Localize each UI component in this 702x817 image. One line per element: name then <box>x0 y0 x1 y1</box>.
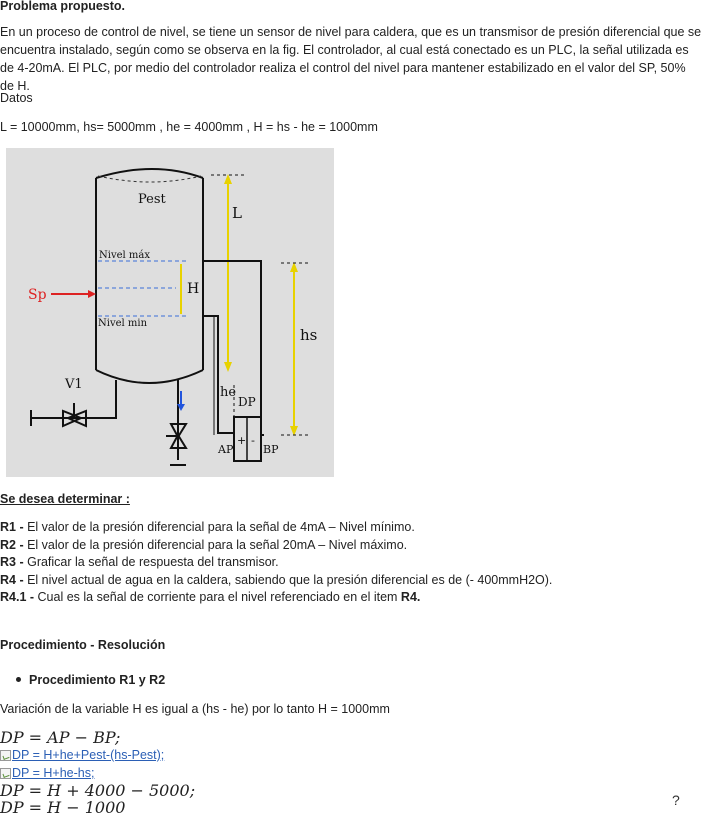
equation-link-2[interactable] <box>0 766 94 780</box>
variacion-text: Variación de la variable H es igual a (hs - he) por lo tanto H = 1000mm <box>0 702 390 716</box>
help-question-mark[interactable]: ? <box>672 792 680 808</box>
requirement-label: R4 - <box>0 572 24 587</box>
requirement-ref: R4. <box>400 590 421 605</box>
label-ap: AP <box>218 443 234 456</box>
requirement-r3 <box>0 554 552 572</box>
label-pest: Pest <box>138 192 166 207</box>
requirement-label: R1 - <box>0 520 24 534</box>
label-hs: hs <box>300 326 318 344</box>
equation-3: DP = H − 1000 <box>0 798 126 817</box>
label-sp: Sp <box>28 287 47 303</box>
label-dp: DP <box>238 395 256 409</box>
datos-values: L = 10000mm, hs= 5000mm , he = 4000mm , H = hs - he = 1000mm <box>0 120 378 134</box>
requirement-text: El valor de la presión diferencial para la señal de 4mA – Nivel mínimo. <box>23 520 415 534</box>
label-h: H <box>187 281 200 297</box>
bullet-item <box>16 671 165 689</box>
label-nivel-max: Nivel máx <box>99 250 150 261</box>
equation-2: DP = H + 4000 − 5000; <box>0 781 196 800</box>
determinar-heading: Se desea determinar : <box>0 492 130 506</box>
label-v1: V1 <box>65 377 83 392</box>
boiler-diagram <box>6 148 334 477</box>
boiler-diagram-drawing <box>6 148 334 477</box>
label-plus: + <box>237 434 247 447</box>
equation-link-2-text: DP = H+he-hs; <box>12 766 95 780</box>
label-bp: BP <box>263 443 279 456</box>
label-he: he <box>220 385 237 400</box>
requirement-r1 <box>0 519 552 537</box>
bullet-dot <box>16 677 21 682</box>
requirement-text: El nivel actual de agua en la caldera, sabiendo que la presión diferencial es de (- 400mmH2O). <box>23 572 553 587</box>
datos-label: Datos <box>0 91 33 105</box>
equation-link-1-text: DP = H+he+Pest-(hs-Pest); <box>12 748 165 762</box>
label-nivel-min: Nivel min <box>98 318 148 329</box>
requirement-r4-1 <box>0 589 552 607</box>
problem-intro: En un proceso de control de nivel, se tiene un sensor de nivel para caldera, que es un transmisor de presión diferencial que se encuentra instalado, según como se observa en la fig. El controlador, al cual está conectado es un PLC, la señal utilizada es de 4-20mA. El PLC, por medio del controlador realiza el control del nivel para mantener estabilizado en el valor del SP, 50% de H. <box>0 25 702 93</box>
label-minus: - <box>251 434 255 447</box>
label-l: L <box>232 204 242 222</box>
bullet-text: Procedimiento R1 y R2 <box>29 673 166 687</box>
requirement-label: R2 - <box>0 537 24 552</box>
equation-1: DP = AP − BP; <box>0 728 121 747</box>
equation-link-1[interactable] <box>0 748 164 762</box>
requirement-r4 <box>0 572 552 590</box>
requirement-text: El valor de la presión diferencial para la señal 20mA – Nivel máximo. <box>23 537 408 552</box>
requirement-label: R4.1 - <box>0 590 35 605</box>
requirement-text: Graficar la señal de respuesta del transmisor. <box>23 555 279 570</box>
requirement-label: R3 - <box>0 555 24 570</box>
requirement-text: Cual es la señal de corriente para el nivel referenciado en el item <box>34 590 401 605</box>
procedimiento-heading: Procedimiento - Resolución <box>0 638 166 652</box>
requirements-list <box>0 519 552 607</box>
requirement-r2 <box>0 537 552 555</box>
broken-image-icon <box>0 768 11 779</box>
problem-title: Problema propuesto. <box>0 0 126 13</box>
broken-image-icon <box>0 750 11 761</box>
